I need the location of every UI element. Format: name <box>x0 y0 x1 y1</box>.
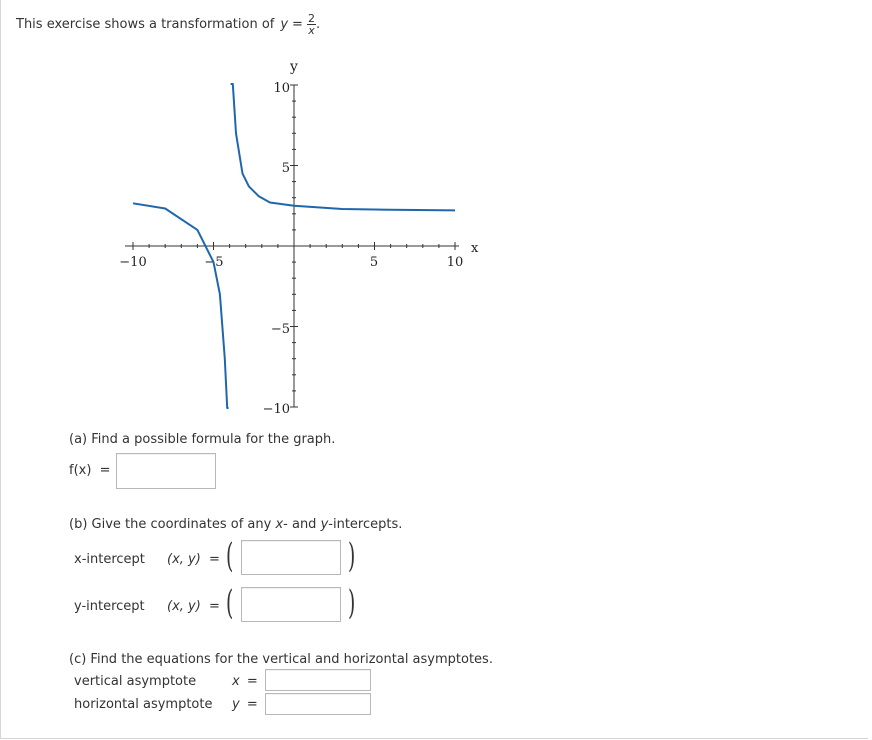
intro-text: This exercise shows a transformation of <box>16 17 275 32</box>
vertical-asymptote-eq-label <box>232 674 258 689</box>
x-intercept-label: x-intercept <box>74 552 145 567</box>
x-intercept-close-paren: ) <box>347 536 356 576</box>
horizontal-asymptote-eq-label <box>232 697 258 712</box>
part-b-question-mid: - and <box>283 517 317 532</box>
part-a-question: (a) Find a possible formula for the graph. <box>69 432 336 447</box>
part-b-question-x: x <box>275 517 284 532</box>
intro-var: y <box>280 17 289 32</box>
intro-period: . <box>315 17 321 32</box>
vertical-equals: = <box>246 674 258 689</box>
y-tick-label-neg5: −5 <box>270 322 290 337</box>
y-intercept-close-paren: ) <box>347 583 356 623</box>
formula-input[interactable] <box>116 453 216 489</box>
horizontal-y-var: y <box>232 697 240 712</box>
y-intercept-label: y-intercept <box>74 599 145 614</box>
y-axis-label: y <box>290 59 298 75</box>
x-intercept-coord-label <box>167 552 220 567</box>
x-intercept-input[interactable] <box>241 540 341 575</box>
part-b-question-pre: (b) Give the coordinates of any <box>69 517 272 532</box>
part-b-question-post: -intercepts. <box>328 517 403 532</box>
tick-labels <box>119 59 479 417</box>
x-intercept-open-paren: ( <box>225 536 234 576</box>
x-tick-label-10: 10 <box>446 255 464 270</box>
horizontal-equals: = <box>246 697 258 712</box>
y-tick-label-10: 10 <box>273 81 290 96</box>
x-axis-label: x <box>471 241 479 256</box>
curve-branch-1 <box>133 203 229 408</box>
y-coord-label-text: (x, y) <box>167 599 201 614</box>
x-coord-label-text: (x, y) <box>167 552 201 567</box>
intro-equals: = <box>292 17 303 32</box>
horizontal-asymptote-label: horizontal asymptote <box>74 697 213 712</box>
x-tick-label-neg10: −10 <box>119 255 147 270</box>
fraction-numerator: 2 <box>307 12 315 25</box>
fraction-denominator: x <box>308 24 315 37</box>
part-c-question: (c) Find the equations for the vertical and horizontal asymptotes. <box>69 652 493 667</box>
y-coord-equals: = <box>208 599 220 614</box>
x-coord-equals: = <box>208 552 220 567</box>
vertical-x-var: x <box>232 674 240 689</box>
y-intercept-open-paren: ( <box>225 583 234 623</box>
vertical-asymptote-label: vertical asymptote <box>74 674 197 689</box>
y-tick-label-neg10: −10 <box>262 402 290 417</box>
part-b-question-y: y <box>320 517 329 532</box>
fx-equals: = <box>99 463 111 478</box>
part-b-question <box>69 517 402 532</box>
x-tick-label-5: 5 <box>369 255 379 270</box>
fx-label <box>69 463 110 478</box>
curve-branch-2 <box>231 84 455 210</box>
vertical-asymptote-input[interactable] <box>265 669 371 691</box>
fx-label-text: f(x) <box>69 463 92 478</box>
y-intercept-input[interactable] <box>241 587 341 622</box>
horizontal-asymptote-input[interactable] <box>265 693 371 715</box>
y-intercept-coord-label <box>167 599 220 614</box>
y-tick-label-5: 5 <box>281 161 290 176</box>
x-tick-label-neg5: −5 <box>204 255 224 270</box>
